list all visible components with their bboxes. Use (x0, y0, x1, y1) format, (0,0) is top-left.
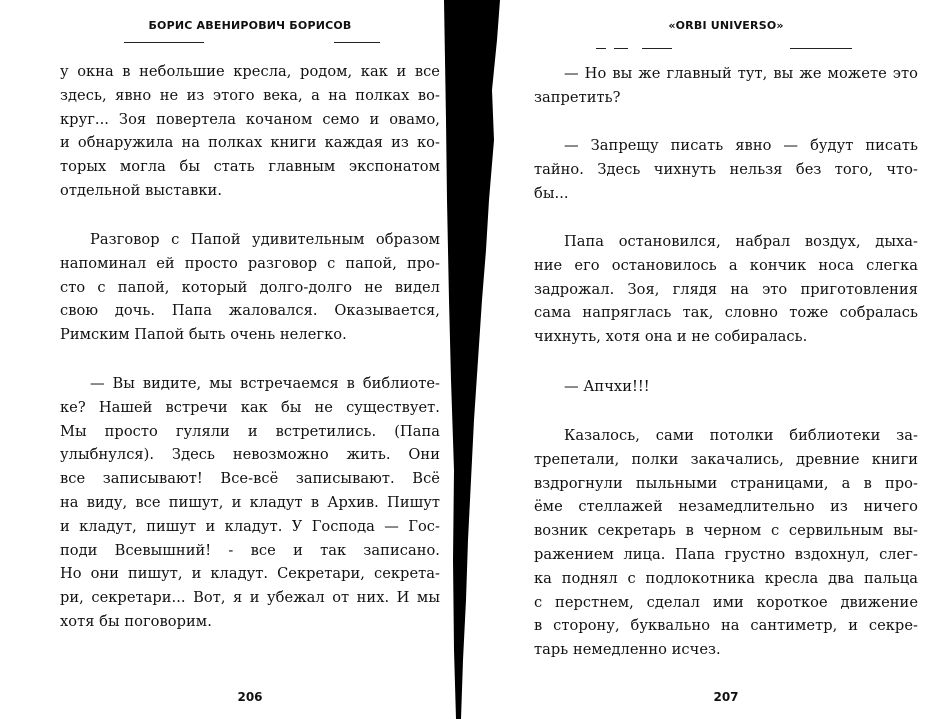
text-line: у окна в небольшие кресла, родом, как и все (60, 63, 440, 80)
text-line: бы... (534, 184, 569, 202)
text-line: Казалось, сами потолки библиотеки за- (564, 427, 918, 444)
header-rule-right (790, 48, 852, 49)
text-line: в сторону, буквально на сантиметр, и секре- (534, 617, 918, 635)
paragraph (534, 62, 918, 110)
text-line: и обнаружила на полках книги каждая из ко- (60, 134, 440, 152)
text-line: сто с папой, который долго-долго не видел (60, 278, 440, 296)
text-line: Разговор с Папой удивительным образом (90, 231, 440, 248)
running-head-text: БОРИС АВЕНИРОВИЧ БОРИСОВ (148, 19, 352, 32)
text-line: вздрогнули пыльными страницами, а в про- (534, 474, 918, 492)
text-line: ка поднял с подлокотника кресла два пальца (534, 569, 918, 587)
paragraph (60, 228, 440, 347)
paragraph (534, 424, 918, 662)
text-line: ние его остановилось а кончик носа слегка (534, 256, 918, 274)
header-rule-dash-2 (614, 48, 628, 49)
text-line: свою дочь. Папа жаловался. Оказывается, (60, 302, 440, 320)
page-number (60, 690, 440, 704)
text-line: сама напряглась так, словно тоже собралась (534, 304, 918, 322)
header-rule-left (124, 42, 204, 43)
text-line: круг... Зоя повертела кочаном семо и овамо, (60, 110, 440, 128)
text-line: — Вы видите, мы встречаемся в библиоте- (90, 375, 440, 392)
text-line: возник секретарь в черном с сервильным вы- (534, 522, 918, 540)
text-line: Но они пишут, и кладут. Секретари, секрета- (60, 565, 440, 583)
text-line: Мы просто гуляли и встретились. (Папа (60, 422, 440, 440)
paragraph (60, 60, 440, 203)
text-line: отдельной выставки. (60, 181, 223, 199)
text-line: — Но вы же главный тут, вы же можете это (564, 65, 918, 82)
text-line: — Апчхи!!! (564, 378, 650, 395)
paragraph (60, 372, 440, 634)
running-head (534, 19, 918, 32)
text-line: ёме стеллажей незамедлительно из ничего (534, 498, 918, 516)
text-line: поди Всевышний! - все и так записано. (60, 541, 440, 559)
text-line: улыбнулся). Здесь невозможно жить. Они (60, 446, 440, 464)
text-line: напоминал ей просто разговор с папой, про- (60, 254, 440, 272)
text-line: и кладут, пишут и кладут. У Господа — Гос- (60, 517, 440, 535)
text-line: тарь немедленно исчез. (534, 641, 721, 659)
text-line: трепетали, полки закачались, древние книги (534, 450, 918, 468)
text-line: торых могла бы стать главным экспонатом (60, 158, 440, 176)
header-rule-right (334, 42, 380, 43)
page-number (534, 690, 918, 704)
text-line: ке? Нашей встречи как бы не существует. (60, 398, 440, 416)
text-line: чихнуть, хотя она и не собиралась. (534, 328, 808, 346)
text-line: с перстнем, сделал ими короткое движение (534, 593, 918, 611)
header-rule-left (642, 48, 672, 49)
right-page (534, 0, 918, 719)
text-line: на виду, все пишут, и кладут в Архив. Пишут (60, 493, 440, 511)
text-line: Римским Папой быть очень нелегко. (60, 326, 347, 344)
paragraph (534, 230, 918, 349)
text-line: ри, секретари... Вот, я и убежал от них. И мы (60, 589, 440, 607)
paragraph (534, 375, 918, 399)
paragraph (534, 134, 918, 205)
page-number-text: 207 (713, 690, 739, 704)
text-line: все записывают! Все-всё записывают. Всё (60, 470, 440, 488)
header-rule-dash-1 (596, 48, 606, 49)
running-head (60, 19, 440, 32)
running-head-text: «ORBI UNIVERSO» (668, 19, 784, 32)
text-line: — Запрещу писать явно — будут писать (564, 137, 918, 154)
page-number-text: 206 (237, 690, 263, 704)
text-line: тайно. Здесь чихнуть нельзя без того, что- (534, 160, 918, 178)
text-line: запретить? (534, 88, 621, 106)
text-line: здесь, явно не из этого века, а на полках во- (60, 86, 440, 104)
text-line: хотя бы поговорим. (60, 612, 212, 630)
left-page (60, 0, 440, 719)
text-line: ражением лица. Папа грустно вздохнул, слег- (534, 545, 918, 563)
text-line: Папа остановился, набрал воздух, дыха- (564, 233, 918, 250)
text-line: задрожал. Зоя, глядя на это приготовления (534, 280, 918, 298)
